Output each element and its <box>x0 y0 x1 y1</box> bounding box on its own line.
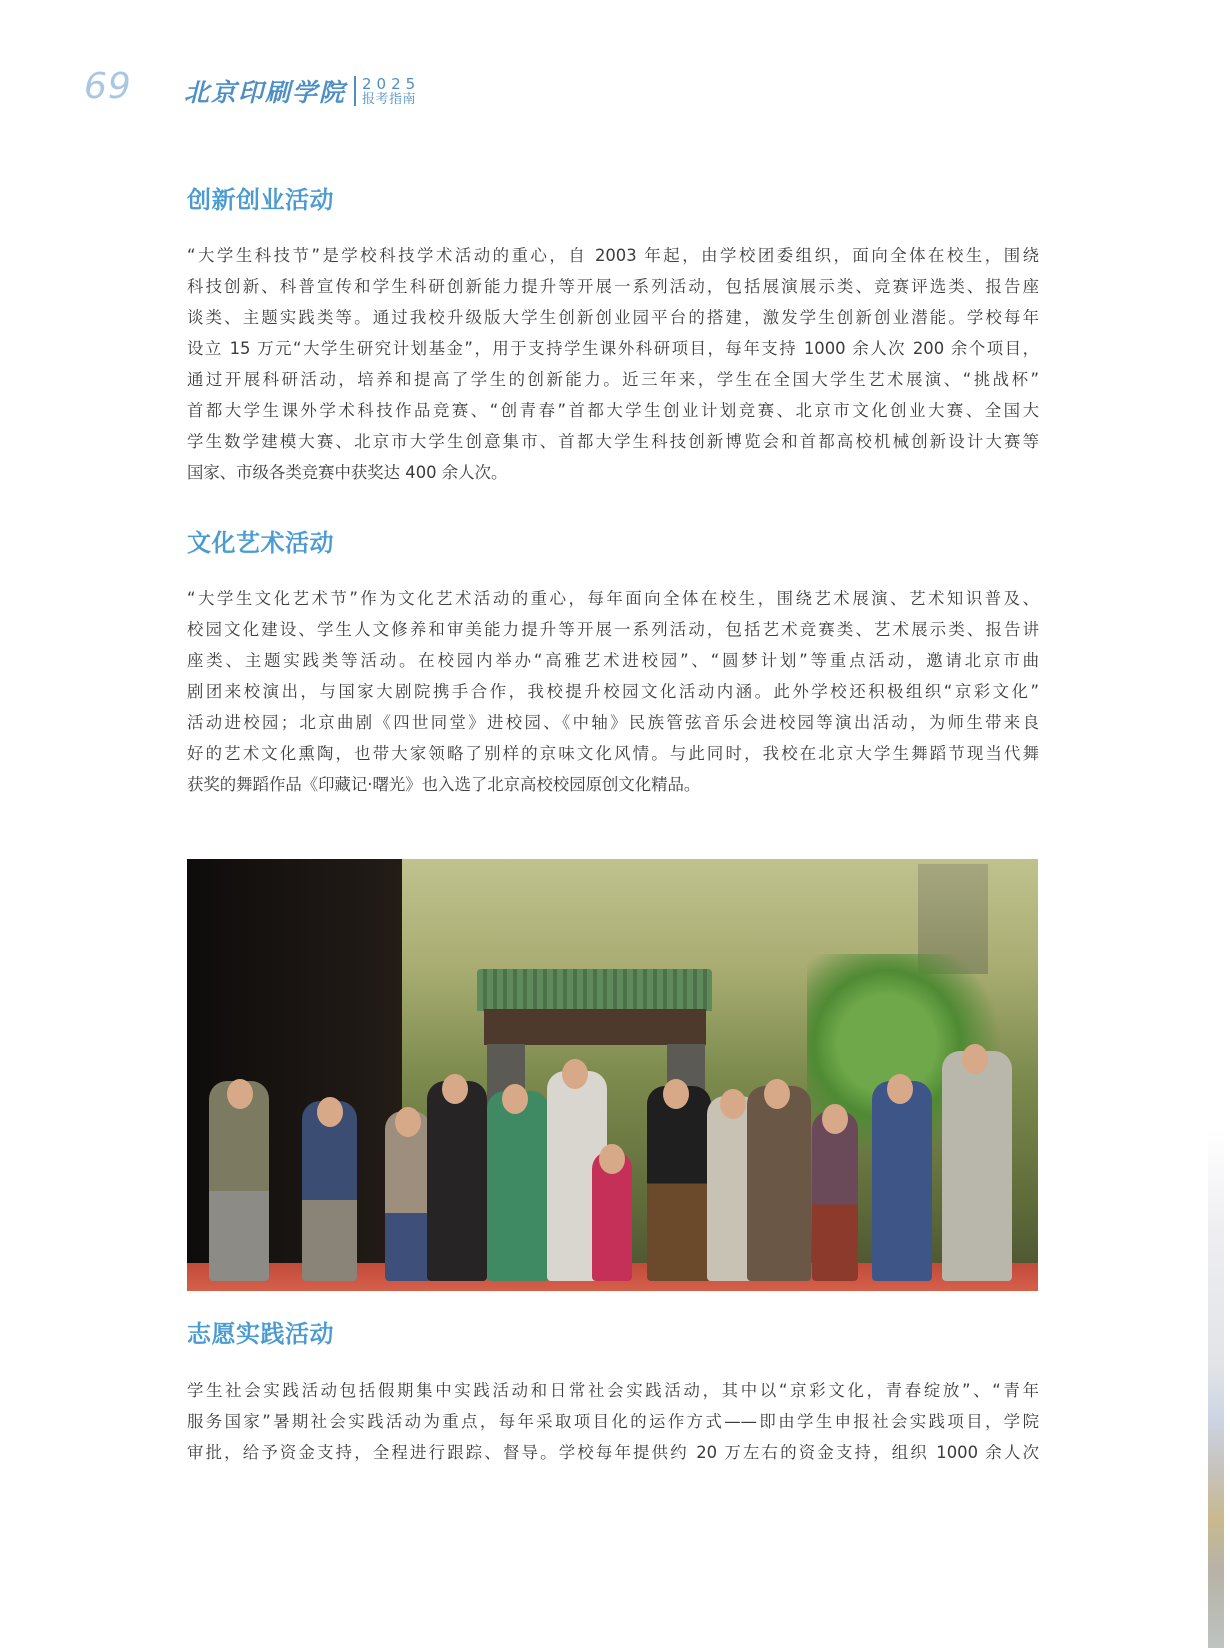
section-body-volunteer-practice <box>187 1375 1039 1468</box>
text-line: 科技创新、科普宣传和学生科研创新能力提升等开展一系列活动，包括展演展示类、竞赛评选类、报告座 <box>187 277 1039 296</box>
text-line: 学生数学建模大赛、北京市大学生创意集市、首都大学生科技创新博览会和首都高校机械创新设计大赛等 <box>187 432 1039 451</box>
stage-performance-photo <box>187 859 1038 1291</box>
text-line: 通过开展科研活动，培养和提高了学生的创新能力。近三年来，学生在全国大学生艺术展演、“挑战杯” <box>187 370 1039 389</box>
text-line: 谈类、主题实践类等。通过我校升级版大学生创新创业园平台的搭建，激发学生创新创业潜能。学校每年 <box>187 308 1039 327</box>
text-line: “大学生文化艺术节”作为文化艺术活动的重心，每年面向全体在校生，围绕艺术展演、艺术知识普及、 <box>187 589 1039 608</box>
section-title-culture-arts: 文化艺术活动 <box>187 529 334 557</box>
text-line: 设立 15 万元“大学生研究计划基金”，用于支持学生课外科研项目，每年支持 1000 余人次 200 余个项目， <box>187 339 1039 358</box>
performer-head <box>317 1097 343 1127</box>
section-title-innovation: 创新创业活动 <box>187 186 334 214</box>
text-line: 校园文化建设、学生人文修养和审美能力提升等开展一系列活动，包括艺术竞赛类、艺术展示类、报告讲 <box>187 620 1039 639</box>
text-line: 学生社会实践活动包括假期集中实践活动和日常社会实践活动，其中以“京彩文化，青春绽放”、“青年 <box>187 1381 1039 1400</box>
text-line: 剧团来校演出，与国家大剧院携手合作，我校提升校园文化活动内涵。此外学校还积极组织“京彩文化” <box>187 682 1039 701</box>
masthead-subtitle: 报考指南 <box>362 91 417 107</box>
text-line: 服务国家”暑期社会实践活动为重点，每年采取项目化的运作方式——即由学生申报社会实践项目，学院 <box>187 1412 1039 1431</box>
performer-head <box>442 1074 468 1104</box>
page-number: 69 <box>84 66 132 107</box>
masthead-edition <box>362 74 421 107</box>
performer-head <box>720 1089 746 1119</box>
performer-head <box>962 1044 988 1074</box>
performer <box>487 1091 549 1281</box>
masthead <box>184 74 420 108</box>
performer <box>209 1081 269 1281</box>
performer-head <box>822 1104 848 1134</box>
gate-roof <box>477 969 712 1011</box>
performer <box>942 1051 1012 1281</box>
performer <box>647 1086 711 1281</box>
section-title-volunteer-practice: 志愿实践活动 <box>187 1320 334 1348</box>
text-line: 审批，给予资金支持，全程进行跟踪、督导。学校每年提供约 20 万左右的资金支持，组织 1000 余人次 <box>187 1443 1039 1462</box>
gate-beam <box>484 1009 706 1045</box>
performer <box>812 1111 858 1281</box>
performer-head <box>502 1084 528 1114</box>
page-edge-strip <box>1208 1130 1224 1648</box>
performer-head <box>887 1074 913 1104</box>
school-name-logo: 北京印刷学院 <box>184 78 347 107</box>
performer <box>427 1081 487 1281</box>
masthead-divider <box>354 76 356 106</box>
section-body-culture-arts <box>187 583 1039 800</box>
performer-head <box>562 1059 588 1089</box>
performer-head <box>599 1144 625 1174</box>
performer-head <box>663 1079 689 1109</box>
masthead-year: 2025 <box>362 74 421 93</box>
text-line: “大学生科技节”是学校科技学术活动的重心，自 2003 年起，由学校团委组织，面向全体在校生，围绕 <box>187 246 1039 265</box>
performer-head <box>395 1107 421 1137</box>
performer <box>872 1081 932 1281</box>
text-line: 座类、主题实践类等活动。在校园内举办“高雅艺术进校园”、“圆梦计划”等重点活动，邀请北京市曲 <box>187 651 1039 670</box>
text-line: 首都大学生课外学术科技作品竞赛、“创青春”首都大学生创业计划竞赛、北京市文化创业大赛、全国大 <box>187 401 1039 420</box>
performer <box>747 1086 811 1281</box>
text-line: 活动进校园；北京曲剧《四世同堂》进校园、《中轴》民族管弦音乐会进校园等演出活动，为师生带来良 <box>187 713 1039 732</box>
section-body-innovation <box>187 240 1039 488</box>
text-line: 国家、市级各类竞赛中获奖达 400 余人次。 <box>187 463 508 482</box>
text-line: 获奖的舞蹈作品《印藏记·曙光》也入选了北京高校校园原创文化精品。 <box>187 775 701 794</box>
performer-head <box>764 1079 790 1109</box>
text-line: 好的艺术文化熏陶，也带大家领略了别样的京味文化风情。与此同时，我校在北京大学生舞蹈节现当代舞 <box>187 744 1039 763</box>
performer <box>302 1101 357 1281</box>
performer-head <box>227 1079 253 1109</box>
